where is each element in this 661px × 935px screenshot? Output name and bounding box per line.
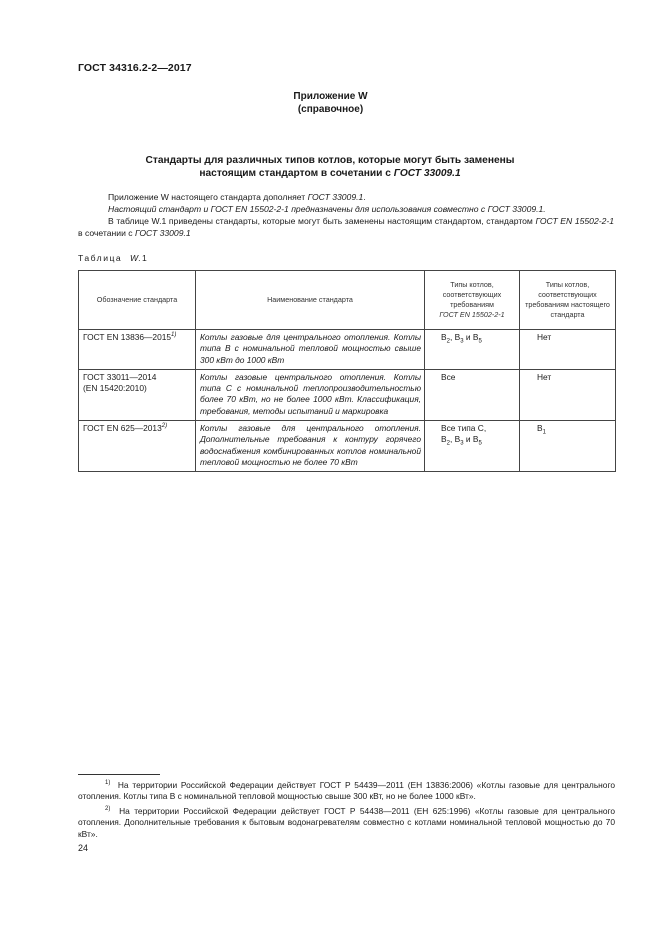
footnote-divider [78,774,160,775]
header-types-15502: Типы котлов, соответствующих требованиям ГОСТ EN 15502-2-1 [425,271,520,330]
standards-table [78,270,616,472]
section-title-line2: настоящим стандартом в сочетании с ГОСТ 33009.1 [199,168,461,179]
table-header-row [79,271,616,330]
row-designation: ГОСТ 33011—2014 (EN 15420:2010) [79,369,196,420]
appendix-heading [0,90,661,116]
paragraph-1: Приложение W настоящего стандарта дополняет ГОСТ 33009.1. [108,192,366,202]
table-row [79,330,616,370]
header-designation: Обозначение стандарта [79,271,196,330]
row-types-this: Нет [520,330,616,370]
row-types-this: Нет [520,369,616,420]
row-types-15502: Все [425,369,520,420]
footnote-2: $^{2)}$ На территории Российской Федерации действует ГОСТ Р 54438—2011 (ЕН 625:1996) «Котлы газовые для центрального отопления. Дополнительные требования к бытовым водонагревателям совместно с котлами номинальной тепловой мощностью до 70 кВт». [78,806,615,839]
row-types-15502: Все типа С, $B_2$, $B_3$ и $B_5$ [425,421,520,472]
header-name: Наименование стандарта [196,271,425,330]
section-title [100,154,560,180]
paragraph-3: В таблице W.1 приведены стандарты, которые могут быть заменены настоящим стандартом, стандартом ГОСТ EN 15502-2-1 в сочетании с ГОСТ 33009.1 [78,216,615,238]
row-types-this: $B_1$ [520,421,616,472]
table-row [79,369,616,420]
paragraph-2: Настоящий стандарт и ГОСТ EN 15502-2-1 предназначены для использования совместно с ГОСТ 33009.1. [108,204,546,214]
row-designation: ГОСТ EN 13836—2015$^{1)}$ [79,330,196,370]
header-types-this: Типы котлов, соответствующих требованиям настоящего стандарта [520,271,616,330]
page-number: 24 [78,843,89,853]
appendix-title: Приложение W [293,91,368,102]
document-code: ГОСТ 34316.2-2—2017 [78,62,192,74]
row-name: Котлы газовые для центрального отопления. Дополнительные требования к контуру горячего водоснабжения комбинированных котлов номинальной тепловой мощностью не более 70 кВт [196,421,425,472]
appendix-subtitle: (справочное) [297,104,364,115]
footnote-1: $^{1)}$ На территории Российской Федерации действует ГОСТ Р 54439—2011 (ЕН 13836:2006) «Котлы газовые для центрального отопления. Котлы типа В с номинальной тепловой мощностью свыше 300 кВт, но не более 1000 кВт». [78,780,615,802]
table-caption: Таблица W.1 [78,253,149,263]
row-name: Котлы газовые для центрального отопления. Котлы типа В с номинальной тепловой мощностью свыше 300 кВт до 1000 кВт [196,330,425,370]
section-title-line1: Стандарты для различных типов котлов, которые могут быть заменены [145,155,515,166]
row-designation: ГОСТ EN 625—2013$^{2)}$ [79,421,196,472]
table-row [79,421,616,472]
row-types-15502: $B_2$, $B_3$ и $B_5$ [425,330,520,370]
row-name: Котлы газовые центрального отопления. Котлы типа С с номинальной теплопроизводительностью более 70 кВт, но не более 1000 кВт. Классификация, требования, методы испытаний и маркировка [196,369,425,420]
